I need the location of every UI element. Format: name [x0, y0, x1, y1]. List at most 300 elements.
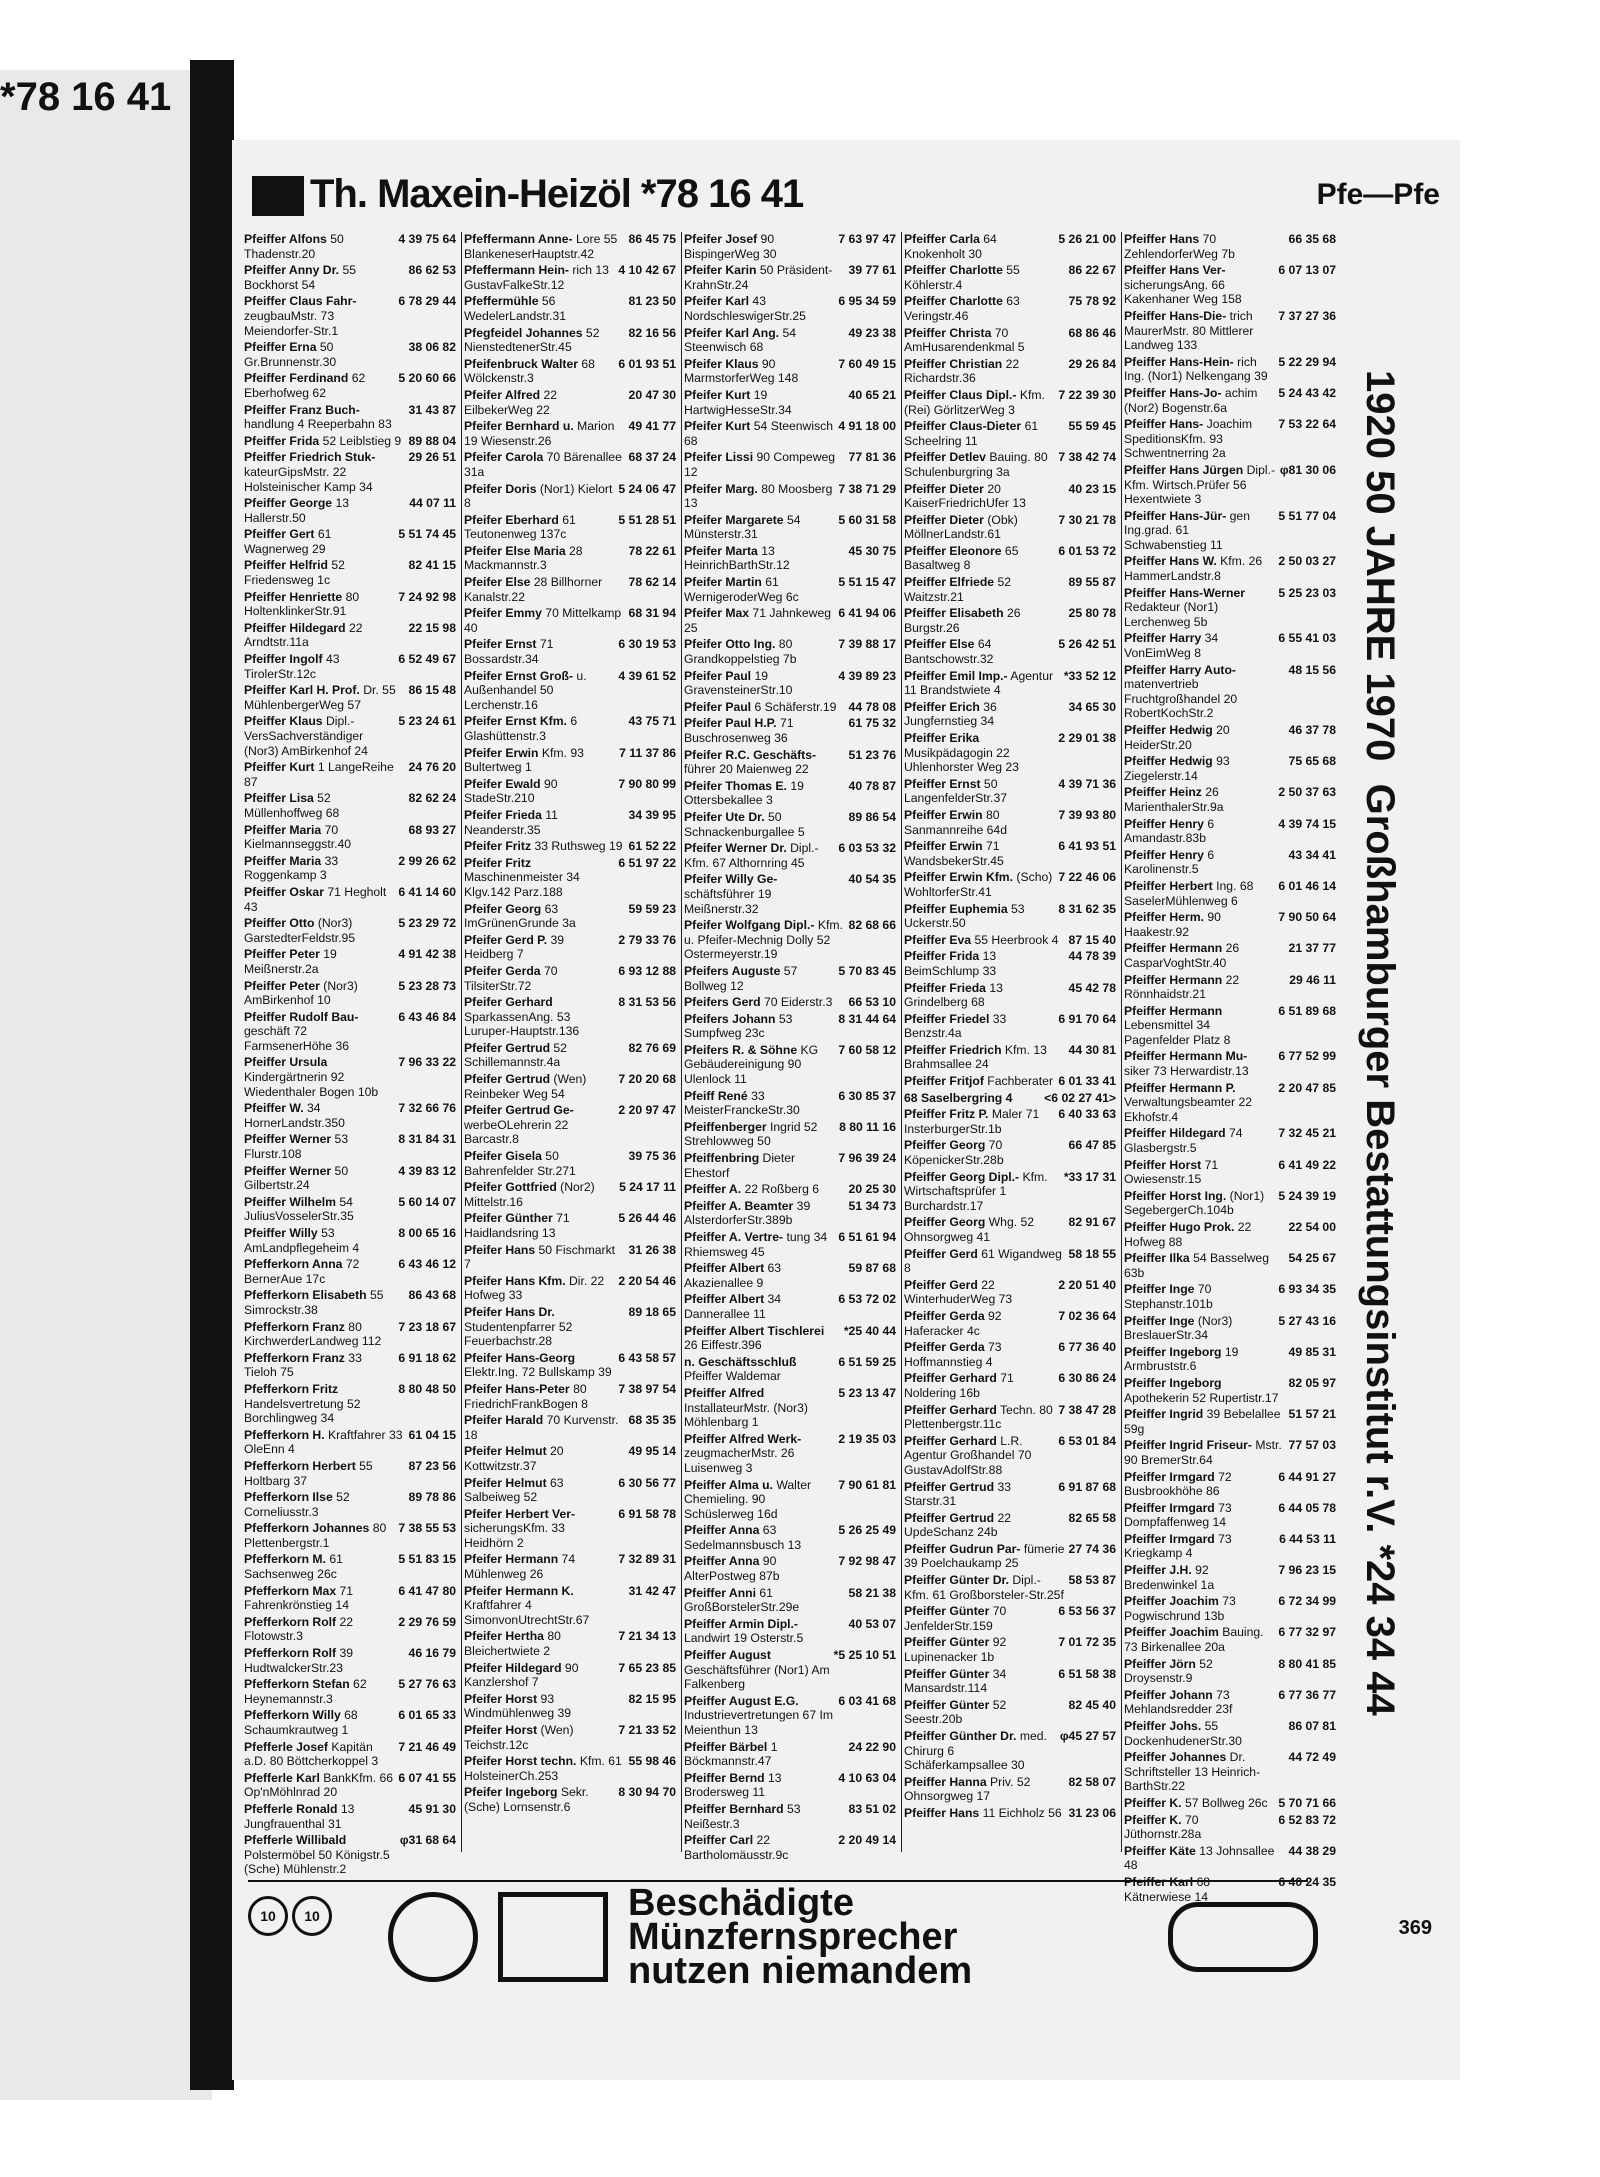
entry-text [464, 1584, 625, 1628]
entry-address: 70 TilsiterStr.72 [464, 963, 558, 993]
entry-phone: 7 01 72 35 [1058, 1635, 1116, 1650]
entry-name: Pfeiffer Harry [1124, 631, 1202, 646]
entry-phone: 6 03 41 68 [838, 1693, 896, 1708]
entry-address: (Nor2) Mittelstr.16 [464, 1180, 595, 1209]
entry-phone: 5 26 21 00 [1058, 232, 1116, 246]
entry-address: 39 Heidberg 7 [464, 932, 565, 962]
entry-name: Pfeifer Georg [464, 901, 542, 916]
entry-address: führer 20 Maienweg 22 [684, 762, 809, 777]
entry-address: 28 Mackmannstr.3 [464, 543, 583, 573]
entry-address: Kfm. u. Pfeifer-Mechnig Dolly 52 Ostermeyerstr.19 [684, 918, 843, 962]
entry-name: Pfeifer Gerd P. [464, 932, 548, 947]
entry-address: 50 Gr.Brunnenstr.30 [244, 340, 337, 369]
directory-entry [1124, 1625, 1336, 1654]
entry-address: 71 Fahrenkrönstieg 14 [244, 1583, 354, 1613]
entry-name: Pfeiffer A. [684, 1182, 742, 1197]
entry-phone: 34 39 95 [628, 807, 676, 822]
entry-name: Pfeifer Fritz [464, 839, 532, 854]
entry-address: 93 Ziegelerstr.14 [1124, 754, 1230, 783]
entry-text [244, 1740, 394, 1769]
entry-text [244, 1132, 394, 1161]
entry-address: Pfeiffer Waldemar [684, 1369, 781, 1384]
entry-address: 80 FriedrichFrankBogen 8 [464, 1381, 588, 1411]
directory-entry [904, 1278, 1116, 1307]
entry-phone: 7 22 39 30 [1058, 387, 1116, 402]
entry-text [904, 808, 1054, 837]
entry-phone: 89 78 86 [408, 1490, 456, 1505]
entry-name: Pfeiffer Otto [244, 916, 315, 931]
entry-phone: 44 07 11 [409, 496, 456, 511]
entry-address: trich MaurerMstr. 80 Mittlerer Landweg 133 [1124, 308, 1254, 353]
entry-phone: 46 37 78 [1288, 723, 1336, 737]
directory-entry [464, 419, 676, 448]
entry-name: Pfeiffer Friedel [904, 1011, 990, 1026]
directory-entry [904, 1215, 1116, 1244]
entry-name: Pfeiffer Alfred [684, 1385, 765, 1400]
entry-name: Pfeifer Horst techn. [464, 1754, 577, 1769]
entry-phone: 82 05 97 [1288, 1375, 1336, 1390]
entry-phone: 44 38 29 [1288, 1843, 1336, 1858]
entry-text [244, 403, 405, 432]
entry-address: 39 Bebelallee 59g [1124, 1407, 1281, 1436]
entry-name: Pfeiffer Willy [244, 1226, 318, 1240]
entry-text [1124, 723, 1285, 752]
entry-name: Pfeiffer W. [244, 1101, 304, 1116]
entry-name: Pfeifer Hans-Georg [464, 1350, 576, 1365]
entry-phone: 6 01 65 33 [398, 1708, 456, 1723]
entry-address: 70 Eiderstr.3 [763, 995, 833, 1010]
entry-address: 65 Basaltweg 8 [904, 543, 1019, 573]
entry-address: 52 Droysenstr.9 [1124, 1656, 1213, 1686]
entry-text [464, 388, 625, 417]
entry-name: Pfeiffer Karl H. Prof. [244, 683, 360, 698]
entry-phone: 86 15 48 [408, 683, 456, 698]
entry-phone: 6 51 89 68 [1278, 1003, 1336, 1018]
entry-address: Kapitän a.D. 80 Böttcherkoppel 3 [244, 1739, 379, 1769]
directory-entry [904, 1542, 1116, 1571]
entry-phone: 7 92 98 47 [838, 1554, 896, 1569]
entry-address: 50 Fischmarkt 7 [464, 1242, 616, 1272]
entry-address: 50 Thadenstr.20 [244, 232, 344, 261]
entry-name: Pfeiffer Hermann [1124, 941, 1223, 956]
entry-phone: 5 51 28 51 [618, 512, 676, 527]
entry-name: Pfeiffer Gert [244, 527, 315, 542]
entry-name: Pfeiffer Johann [1124, 1687, 1213, 1702]
entry-address: 68 Schaumkrautweg 1 [244, 1708, 358, 1737]
directory-entry [684, 1089, 896, 1118]
entry-address: 71 Haidlandsring 13 [464, 1211, 570, 1240]
entry-text [684, 1324, 840, 1353]
entry-address: 52 Corneliusstr.3 [244, 1490, 350, 1519]
entry-address: schäftsführer 19 Meißnerstr.32 [684, 886, 772, 916]
entry-name: Pfeifer Otto Ing. [684, 637, 776, 652]
entry-phone: 40 23 15 [1068, 481, 1116, 496]
entry-address: Handelsvertretung 52 Borchlingweg 34 [244, 1396, 361, 1426]
directory-entry [464, 1444, 676, 1473]
entry-address: L.R. Agentur Großhandel 70 GustavAdolfStr.88 [904, 1433, 1032, 1477]
entry-name: Pfeiffer Georg Dipl.- [904, 1169, 1020, 1184]
entry-text [464, 746, 615, 775]
entry-phone: 7 21 46 49 [398, 1739, 456, 1754]
entry-name: Pfeifer Hans Kfm. [464, 1273, 566, 1288]
directory-entry [684, 1292, 896, 1321]
directory-entry [904, 1667, 1116, 1696]
entry-name: Pfeffermühle [464, 294, 539, 309]
entry-address: 52 NienstedtenerStr.45 [464, 325, 600, 355]
entry-address: 92 Bredenwinkel 1a [1124, 1563, 1215, 1592]
directory-entry [244, 1382, 456, 1426]
entry-address: 50 Gilbertstr.24 [244, 1163, 349, 1193]
entry-phone: 4 91 42 38 [398, 947, 456, 962]
directory-entry [904, 902, 1116, 931]
entry-address: Kfm. 93 Bultertweg 1 [464, 745, 584, 775]
entry-name: Pfefferkorn Ilse [244, 1490, 333, 1505]
entry-address: werbeOLehrerin 22 Barcastr.8 [464, 1117, 569, 1147]
directory-entry [904, 326, 1116, 355]
entry-phone: 5 51 15 47 [838, 575, 896, 590]
entry-phone: 66 47 85 [1068, 1138, 1116, 1153]
directory-entry [464, 1413, 676, 1442]
directory-entry [904, 1170, 1116, 1214]
entry-address: 70 Jüthornstr.28a [1124, 1812, 1202, 1842]
entry-phone: 2 79 33 76 [618, 932, 676, 947]
entry-address: Bauing. 73 Birkenallee 20a [1124, 1625, 1264, 1655]
entry-text [684, 1230, 834, 1259]
entry-text [904, 870, 1054, 899]
entry-phone: 5 24 43 42 [1278, 385, 1336, 400]
directory-entry [464, 1103, 676, 1147]
entry-text [684, 1432, 834, 1476]
entry-address: Mstr. 90 BremerStr.64 [1124, 1438, 1282, 1467]
entry-phone: 2 29 76 59 [398, 1614, 456, 1629]
entry-address: 33 Tieloh 75 [244, 1350, 362, 1380]
entry-phone: 5 23 24 61 [398, 714, 456, 729]
directory-entry [684, 357, 896, 386]
entry-text [464, 637, 614, 666]
entry-address: 71 Jahnkeweg 25 [684, 606, 832, 635]
directory-entry [904, 808, 1116, 837]
entry-name: Pfeiffer A. Vertre- [684, 1230, 784, 1244]
directory-entry [464, 1754, 676, 1783]
directory-entry [464, 902, 676, 931]
entry-name: Pfeiffer Charlotte [904, 263, 1003, 278]
entry-name: Pfeifer Bernhard u. [464, 419, 574, 434]
entry-phone: *25 40 44 [843, 1323, 896, 1338]
entry-name: Pfeifer Frieda [464, 807, 542, 822]
directory-entry [684, 995, 896, 1010]
entry-text [904, 1604, 1054, 1633]
entry-address: (Wen) Teichstr.12c [464, 1723, 574, 1752]
entry-name: Pfeiffer Herbert [1124, 878, 1213, 893]
entry-text [904, 1542, 1065, 1571]
entry-address: Landwirt 19 Osterstr.5 [684, 1631, 804, 1646]
entry-phone: 2 20 49 14 [838, 1833, 896, 1848]
entry-text [684, 1120, 835, 1149]
directory-entry [684, 1043, 896, 1087]
entry-phone: 6 52 49 67 [398, 652, 456, 667]
entry-phone: 7 60 49 15 [838, 356, 896, 371]
entry-text [1124, 554, 1274, 583]
telephone-dial-icon [388, 1892, 478, 1982]
entry-text [1124, 1407, 1285, 1436]
entry-address: 52 Müllenhoffweg 68 [244, 791, 340, 820]
glasses-icon [1168, 1902, 1318, 1972]
entry-text [684, 232, 834, 261]
entry-text [244, 979, 394, 1008]
directory-entry [904, 949, 1116, 978]
entry-text [684, 1261, 845, 1290]
entry-phone: 6 72 34 99 [1278, 1594, 1336, 1609]
entry-text [904, 1371, 1054, 1400]
entry-phone: 6 43 58 57 [618, 1350, 676, 1365]
entry-name: Pfeiffer Klaus [244, 714, 323, 729]
directory-entry [904, 450, 1116, 479]
entry-text [464, 263, 614, 292]
entry-phone: 51 34 73 [848, 1198, 896, 1213]
entry-phone: 68 35 35 [628, 1413, 676, 1428]
directory-entry [244, 1195, 456, 1224]
entry-phone: 7 11 37 86 [619, 745, 676, 760]
directory-entry [464, 263, 676, 292]
directory-entry [1124, 554, 1336, 583]
directory-entry [244, 1351, 456, 1380]
entry-address: 13 BeimSchlump 33 [904, 949, 997, 978]
directory-entry [684, 1771, 896, 1800]
directory-entry [684, 606, 896, 635]
entry-address: (Wen) Reinbeker Weg 54 [464, 1072, 587, 1101]
directory-entry [1124, 1376, 1336, 1405]
entry-text [684, 294, 834, 323]
entry-name: Pfeiffer Hanna [904, 1774, 987, 1789]
entry-phone: 7 38 71 29 [838, 481, 896, 496]
directory-entry [904, 700, 1116, 729]
entry-address: 22 Rönnhaidstr.21 [1124, 972, 1240, 1002]
entry-name: Pfefferkorn Rolf [244, 1646, 337, 1661]
entry-address: zeugmacherMstr. 26 Luisenweg 3 [684, 1446, 795, 1475]
entry-text [904, 1806, 1065, 1821]
entry-name: Pfeifer R.C. Geschäfts- [684, 747, 817, 762]
directory-entry [464, 933, 676, 962]
entry-phone: 87 23 56 [408, 1458, 456, 1473]
directory-column [904, 232, 1116, 1823]
directory-entry [1124, 309, 1336, 353]
entry-text [684, 1523, 834, 1552]
book-binding [190, 60, 234, 2090]
entry-phone: 5 23 13 47 [838, 1385, 896, 1400]
entry-text [684, 779, 845, 808]
entry-name: Pfeifer Willy Ge- [684, 872, 778, 887]
entry-text [244, 1226, 394, 1255]
entry-address: 34 Dannerallee 11 [684, 1292, 782, 1321]
directory-entry [684, 1802, 896, 1831]
coin-icon: 10 [248, 1896, 288, 1936]
entry-text [1124, 355, 1274, 384]
entry-text [244, 371, 394, 400]
directory-entry [684, 326, 896, 355]
entry-name: Pfeiffer J.H. [1124, 1563, 1192, 1578]
entry-phone: 68 37 24 [628, 450, 676, 465]
entry-name: Pfeiffer Fritz P. [904, 1107, 989, 1122]
entry-name: Pfeiffer Irmgard [1124, 1500, 1215, 1515]
entry-text [684, 748, 845, 777]
entry-text [244, 652, 394, 681]
directory-entry [684, 669, 896, 698]
entry-text [1124, 631, 1274, 660]
entry-name: Pfeifer Hertha [464, 1629, 544, 1644]
entry-address: 33 Ruthsweg 19 [534, 839, 623, 854]
entry-text [464, 419, 625, 448]
entry-name: Pfeifer Helmut [464, 1475, 547, 1490]
entry-name: Pfeifer Erwin [464, 745, 539, 760]
entry-address: 80 Grandkoppelstieg 7b [684, 637, 797, 667]
entry-name: Pfeiffer Dieter [904, 481, 984, 496]
directory-entry [904, 777, 1116, 806]
entry-address: (Nor1) SegebergerCh.104b [1124, 1188, 1265, 1218]
directory-entry [1124, 1657, 1336, 1686]
entry-text [244, 1428, 405, 1457]
entry-name: Pfeifer Ute Dr. [684, 809, 765, 824]
entry-text [684, 1771, 834, 1800]
entry-name: Pfeiffer Maria [244, 822, 322, 837]
entry-address: 71 WandsbekerStr.45 [904, 839, 1004, 868]
entry-name: Pfeiffer K. [1124, 1812, 1182, 1827]
entry-text [1124, 463, 1276, 507]
entry-phone: 5 60 14 07 [398, 1194, 456, 1209]
entry-phone: 2 20 47 85 [1278, 1080, 1336, 1095]
entry-address: 70 Stephanstr.101b [1124, 1282, 1213, 1311]
entry-address: KG Gebäudereinigung 90 Ulenlock 11 [684, 1042, 819, 1087]
directory-entry [1124, 463, 1336, 507]
entry-phone: 7 96 39 24 [838, 1151, 896, 1166]
entry-text [1124, 309, 1274, 353]
entry-phone: 78 22 61 [628, 543, 676, 558]
directory-entry [904, 482, 1116, 511]
entry-text [1124, 1282, 1274, 1311]
entry-name: Pfeiffer Elisabeth [904, 606, 1004, 621]
entry-phone: 89 55 87 [1068, 575, 1116, 590]
entry-phone: 68 31 94 [628, 606, 676, 621]
directory-entry [244, 1552, 456, 1581]
directory-entry [684, 575, 896, 604]
entry-phone: 75 78 92 [1068, 294, 1116, 309]
directory-entry [684, 1355, 896, 1384]
entry-phone: 4 91 18 00 [838, 419, 896, 434]
entry-phone: 6 51 59 25 [838, 1354, 896, 1369]
directory-entry [244, 916, 456, 945]
entry-phone: 4 39 83 12 [398, 1163, 456, 1178]
entry-text [464, 294, 625, 323]
entry-text [464, 1476, 614, 1505]
entry-name: Pfeifer Karin [684, 263, 757, 278]
directory-entry [904, 1511, 1116, 1540]
directory-entry [1124, 973, 1336, 1002]
entry-phone: 6 07 13 07 [1278, 263, 1336, 278]
entry-name: Pfeifer Günther [464, 1211, 553, 1226]
entry-phone: 77 81 36 [848, 450, 896, 465]
directory-entry [464, 964, 676, 993]
entry-address: 70 Kurvenstr. 18 [464, 1413, 619, 1442]
entry-phone: 5 23 28 73 [398, 978, 456, 993]
entry-phone: 20 25 30 [848, 1182, 896, 1197]
entry-phone: 45 91 30 [408, 1801, 456, 1816]
entry-address: 73 Mehlandsredder 23f [1124, 1687, 1233, 1717]
entry-address: Kraftfahrer 33 OleEnn 4 [244, 1427, 403, 1457]
entry-name: Pfeifer Klaus [684, 356, 759, 371]
entry-text [684, 357, 834, 386]
directory-entry [244, 1164, 456, 1193]
entry-name: Pfeifer Eberhard [464, 512, 559, 527]
directory-entry [464, 808, 676, 837]
directory-entry [464, 637, 676, 666]
entry-address: 19 Ottersbekallee 3 [684, 778, 804, 808]
directory-entry [904, 1775, 1116, 1804]
entry-address: 26 Burgstr.26 [904, 606, 1021, 635]
entry-name: Pfeiffer Inge [1124, 1313, 1195, 1328]
entry-text [684, 1586, 845, 1615]
entry-address: 61 GroßBorstelerStr.29e [684, 1585, 800, 1615]
entry-text [904, 326, 1065, 355]
entry-text [684, 326, 845, 355]
directory-entry [684, 263, 896, 292]
directory-entry [904, 1340, 1116, 1369]
entry-phone: 61 75 32 [848, 716, 896, 731]
entry-name: Pfeiffer Rudolf Bau- [244, 1009, 359, 1024]
entry-address: 70 Mittelkamp 40 [464, 606, 622, 635]
entry-phone: 61 52 22 [628, 839, 676, 854]
directory-entry [904, 419, 1116, 448]
entry-text [684, 1151, 834, 1180]
entry-address: 64 Knokenholt 30 [904, 232, 997, 261]
entry-text [1124, 879, 1274, 908]
entry-text [904, 482, 1065, 511]
entry-address: 71 Noldering 16b [904, 1371, 1014, 1400]
entry-name: Pfeiffer Christian [904, 356, 1003, 371]
entry-address: Studentenpfarrer 52 Feuerbachstr.28 [464, 1319, 573, 1349]
entry-phone: 7 96 33 22 [398, 1055, 456, 1070]
directory-entry [1124, 1189, 1336, 1218]
directory-entry [464, 575, 676, 604]
entry-name: Pfefferkorn Max [244, 1583, 337, 1598]
entry-address: 13 Brodersweg 11 [684, 1770, 782, 1800]
entry-phone: 6 51 61 94 [838, 1230, 896, 1244]
directory-entry [1124, 232, 1336, 261]
entry-text [1124, 586, 1274, 630]
entry-name: Pfeifer Kurt [684, 419, 751, 434]
entry-address: 80 Plettenbergstr.1 [244, 1521, 387, 1550]
entry-address: Whg. 52 Ohnsorgweg 41 [904, 1215, 1035, 1244]
directory-entry [904, 606, 1116, 635]
directory-entry [904, 669, 1116, 698]
entry-phone: 40 54 35 [848, 872, 896, 887]
entry-address: zeugbauMstr. 73 Meiendorfer-Str.1 [244, 308, 339, 338]
entry-text [1124, 754, 1285, 783]
side-advert [1352, 370, 1442, 1870]
entry-name: Pfeiffer Hildegard [1124, 1126, 1226, 1141]
entry-phone: 6 41 94 06 [838, 606, 896, 621]
directory-entry [1124, 417, 1336, 461]
entry-text [464, 1243, 625, 1272]
entry-address: 90 MarmstorferWeg 148 [684, 356, 799, 386]
entry-text [684, 841, 834, 870]
directory-entry [1124, 1345, 1336, 1374]
entry-phone: 6 77 36 77 [1278, 1687, 1336, 1702]
bottom-advert-line3: nutzen niemandem [628, 1950, 973, 1992]
entry-phone: 6 30 19 53 [618, 637, 676, 652]
entry-address: 72 Busbrookhöhe 86 [1124, 1469, 1232, 1499]
entry-address: Kfm. (Rei) GörlitzerWeg 3 [904, 387, 1045, 417]
directory-entry [244, 263, 456, 292]
entry-phone: 2 99 26 62 [398, 853, 456, 868]
